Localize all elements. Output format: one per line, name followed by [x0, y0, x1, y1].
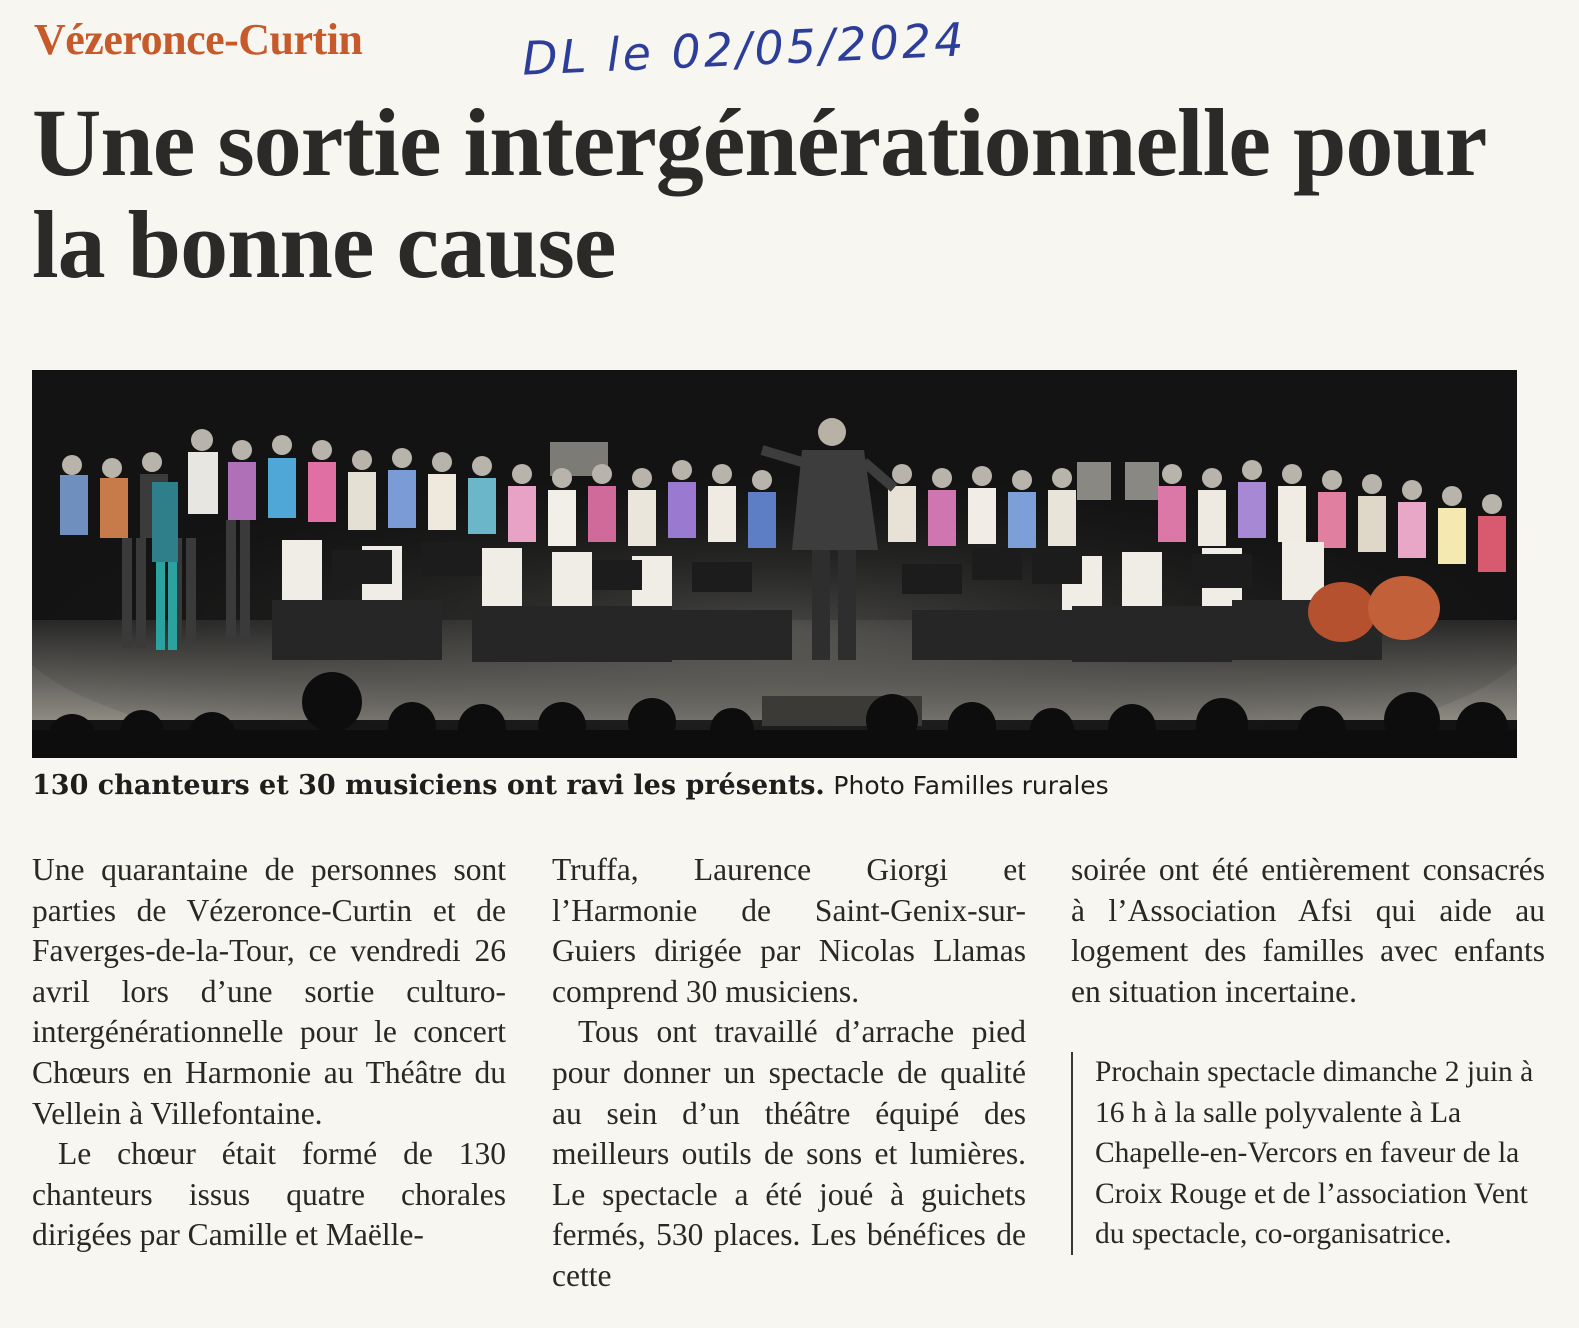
concert-photo [32, 370, 1517, 758]
body-paragraph: Le chœur était formé de 130 chanteurs issus quatre chorales dirigées par Camille et Maëlle- [32, 1136, 506, 1253]
body-paragraph: Une quarantaine de personnes sont parties de Vézeronce-Curtin et de Faverges-de-la-Tour, ce vendredi 26 avril lors d’une sortie culturo-intergénérationnelle pour le concert Chœurs en Harmonie au Théâtre du Vellein à Villefontaine. [32, 852, 506, 1131]
body-column-2 [552, 850, 1026, 1297]
body-column-3 [1071, 850, 1545, 1012]
body-paragraph: soirée ont été entièrement consacrés à l’Association Afsi qui aide au logement des familles avec enfants en situation incertaine. [1071, 852, 1545, 1009]
concert-photo-illustration [32, 370, 1517, 758]
article-headline: Une sortie intergénérationnelle pour la bonne cause [32, 89, 1485, 298]
body-paragraph: Truffa, Laurence Giorgi et l’Harmonie de Saint-Genix-sur-Guiers dirigée par Nicolas Llamas comprend 30 musiciens. [552, 852, 1026, 1009]
body-paragraph: Tous ont travaillé d’arrache pied pour donner un spectacle de qualité au sein d’un théâtre équipé des meilleurs outils de sons et lumières. Le spectacle a été joué à guichets fermés, 530 places. Les bénéfices de cette [552, 1014, 1026, 1293]
photo-caption [32, 768, 1512, 804]
body-column-1 [32, 850, 506, 1256]
handwritten-date-note: DL le 02/05/2024 [521, 12, 968, 86]
article-kicker: Vézeronce-Curtin [34, 15, 363, 64]
photo-credit: Photo Familles rurales [833, 771, 1109, 800]
next-event-note: Prochain spectacle dimanche 2 juin à 16 h à la salle polyvalente à La Chapelle-en-Vercors en faveur de la Croix Rouge et de l’association Vent du spectacle, co-organisatrice. [1071, 1052, 1555, 1255]
caption-text: 130 chanteurs et 30 musiciens ont ravi les présents. [32, 770, 825, 801]
